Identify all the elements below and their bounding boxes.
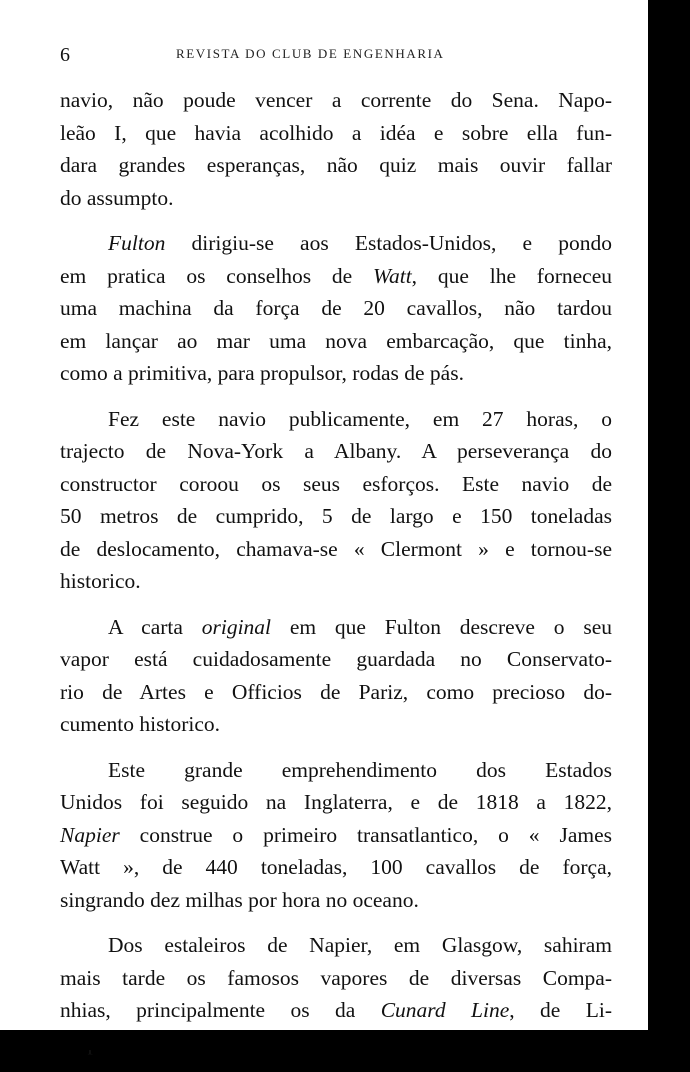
text-line: dara grandes esperanças, não quiz mais ouvir fallar [60,153,612,177]
text-line: vapor está cuidadosamente guardada no Conservato- [60,647,612,671]
paragraph [60,84,612,214]
italic-name: Fulton [108,231,166,255]
text-line: uma machina da força de 20 cavallos, não tardou [60,296,612,320]
italic-name: Cunard Line [380,998,510,1022]
page-number: 6 [60,44,70,66]
paragraph [60,403,612,598]
page-header [0,40,648,70]
text-line: Watt », de 440 toneladas, 100 cavallos de força, [60,855,612,879]
text-line: do assumpto. [60,185,174,210]
body-text [60,84,612,1072]
italic-name: Napier [60,822,120,847]
paragraph [60,611,612,741]
scan-edge-right [652,0,660,1050]
scan-edge-bottom [0,1030,690,1050]
text-line: cumento historico. [60,712,221,736]
text-line: singrando dez milhas por hora no oceano. [60,887,419,912]
text-line: trajecto de Nova-York a Albany. A perseverança do [60,439,612,463]
italic-name: Watt [373,263,412,288]
text-line: Unidos foi seguido na Inglaterra, e de 1818 a 1822, [60,790,612,814]
text-line: em pratica os conselhos de Watt, que lhe forneceu [60,263,612,288]
text-line: leão I, que havia acolhido a idéa e sobre ella fun- [60,120,612,145]
text-line: Dos estaleiros de Napier, em Glasgow, sahiram [108,933,612,957]
paragraph [60,227,612,390]
paragraph [60,754,612,917]
text-line: Fez este navio publicamente, em 27 horas, o [108,406,612,431]
text-line: navio, não poude vencer a corrente do Sena. Napo- [60,88,612,112]
text-line: A carta original em que Fulton descreve o seu [108,614,612,639]
text-line: rio de Artes e Officios de Pariz, como precioso do- [60,679,612,704]
text-line: em lançar ao mar uma nova embarcação, que tinha, [60,328,612,353]
text-line: de deslocamento, chamava-se « Clermont » e tornou-se [60,536,612,561]
text-line: mais tarde os famosos vapores de diversas Compa- [60,965,612,990]
text-line: Fulton dirigiu-se aos Estados-Unidos, e pondo [108,231,612,255]
text-line: Este grande emprehendimento dos Estados [108,757,612,782]
text-line: historico. [60,569,141,593]
text-line: nhias, principalmente os da Cunard Line, de Li- [60,998,612,1022]
text-line: 50 metros de cumprido, 5 de largo e 150 toneladas [60,504,612,528]
text-line: Napier construe o primeiro transatlantico, o « James [60,822,612,847]
running-head: REVISTA DO CLUB DE ENGENHARIA [176,46,445,61]
text-line: constructor coroou os seus esforços. Este navio de [60,471,612,496]
text-line: como a primitiva, para propulsor, rodas de pás. [60,361,464,385]
italic-word: original [201,614,272,639]
